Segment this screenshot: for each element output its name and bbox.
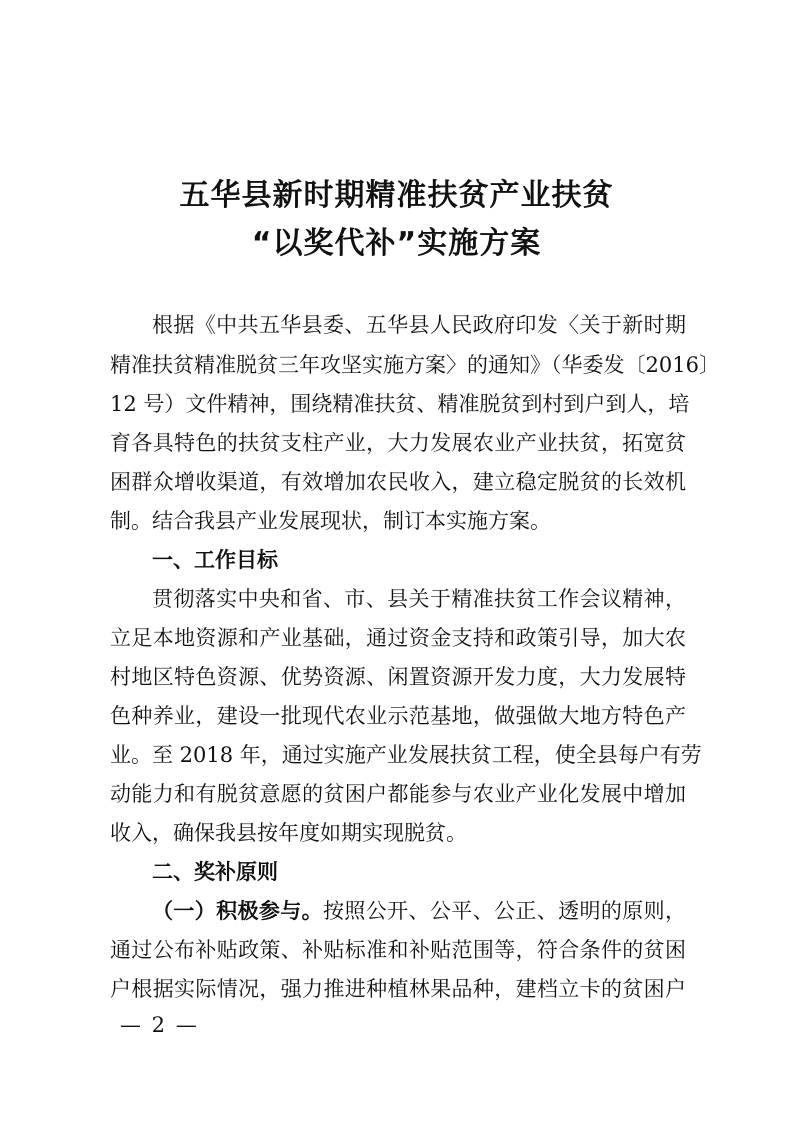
section-heading-work-goals: 一、工作目标 xyxy=(152,548,278,572)
paragraph-2-line-7: 收入，确保我县按年度如期实现脱贫。 xyxy=(110,821,467,845)
paragraph-2-line-5: 业。至 2018 年，通过实施产业发展扶贫工程，使全县每户有劳 xyxy=(110,743,702,767)
paragraph-3-emphasis: （一）积极参与。 xyxy=(152,898,323,923)
paragraph-2-line-3: 村地区特色资源、优势资源、闲置资源开发力度，大力发展特 xyxy=(110,665,686,689)
document-title-line-1: 五华县新时期精准扶贫产业扶贫 xyxy=(179,178,614,213)
page-number: — 2 — xyxy=(120,1013,199,1037)
paragraph-1-line-5: 困群众增收渠道，有效增加农民收入，建立稳定脱贫的长效机 xyxy=(110,470,686,494)
paragraph-1-line-6: 制。结合我县产业发展现状，制订本实施方案。 xyxy=(110,509,551,533)
paragraph-2-line-6: 动能力和有脱贫意愿的贫困户都能参与农业产业化发展中增加 xyxy=(110,782,686,806)
section-heading-reward-principles: 二、奖补原则 xyxy=(152,860,278,884)
paragraph-1-line-3: 12 号）文件精神，围绕精准扶贫、精准脱贫到村到户到人，培 xyxy=(110,392,690,416)
paragraph-3-line-2: 通过公布补贴政策、补贴标准和补贴范围等，符合条件的贫困 xyxy=(110,938,686,962)
paragraph-3-line-1 xyxy=(152,896,686,926)
document-title-line-2: “以奖代补”实施方案 xyxy=(251,226,542,261)
paragraph-3-line-3: 户根据实际情况，强力推进种植林果品种，建档立卡的贫困户 xyxy=(110,977,686,1001)
paragraph-2-line-1: 贯彻落实中央和省、市、县关于精准扶贫工作会议精神， xyxy=(152,587,686,611)
paragraph-1-line-2: 精准扶贫精准脱贫三年攻坚实施方案〉的通知》（华委发〔2016〕 xyxy=(110,353,720,377)
paragraph-1-line-1: 根据《中共五华县委、五华县人民政府印发〈关于新时期 xyxy=(152,313,686,337)
paragraph-2-line-2: 立足本地资源和产业基础，通过资金支持和政策引导，加大农 xyxy=(110,626,686,650)
paragraph-2-line-4: 色种养业，建设一批现代农业示范基地，做强做大地方特色产 xyxy=(110,704,686,728)
paragraph-1-line-4: 育各具特色的扶贫支柱产业，大力发展农业产业扶贫，拓宽贫 xyxy=(110,431,686,455)
paragraph-3-line-1-rest: 按照公开、公平、公正、透明的原则， xyxy=(323,899,686,923)
